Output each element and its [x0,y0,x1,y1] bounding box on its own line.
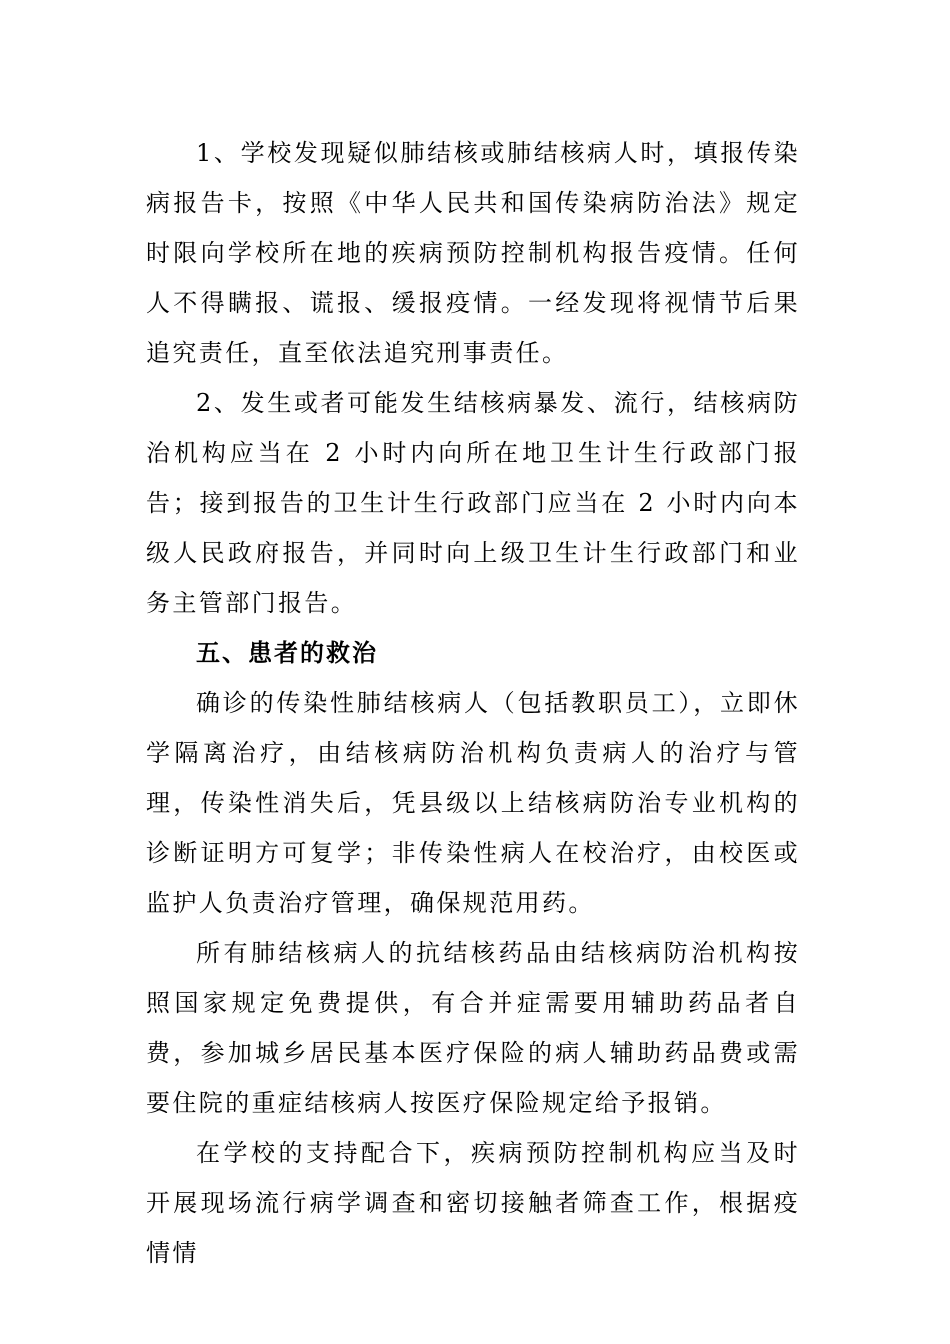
document-body [146,128,800,1278]
paragraph-report-procedure: 1、学校发现疑似肺结核或肺结核病人时，填报传染病报告卡，按照《中华人民共和国传染病防治法》规定时限向学校所在地的疾病预防控制机构报告疫情。任何人不得瞒报、谎报、缓报疫情。一经发现将视情节后果追究责任，直至依法追究刑事责任。 [146,139,800,367]
paragraph-confirmed-patients: 确诊的传染性肺结核病人（包括教职员工），立即休学隔离治疗，由结核病防治机构负责病人的治疗与管理，传染性消失后，凭县级以上结核病防治专业机构的诊断证明方可复学；非传染性病人在校治疗，由校医或监护人负责治疗管理，确保规范用药。 [146,689,800,917]
paragraph-field-investigation: 在学校的支持配合下，疾病预防控制机构应当及时开展现场流行病学调查和密切接触者筛查工作，根据疫情情 [146,1139,800,1267]
section-heading-patient-treatment: 五、患者的救治 [196,639,378,667]
paragraph-outbreak-report: 2、发生或者可能发生结核病暴发、流行，结核病防治机构应当在 2 小时内向所在地卫生计生行政部门报告；接到报告的卫生计生行政部门应当在 2 小时内向本级人民政府报告，并同时向上级卫生计生行政部门和业务主管部门报告。 [146,389,800,617]
paragraph-free-medication: 所有肺结核病人的抗结核药品由结核病防治机构按照国家规定免费提供，有合并症需要用辅助药品者自费，参加城乡居民基本医疗保险的病人辅助药品费或需要住院的重症结核病人按医疗保险规定给予报销。 [146,939,800,1117]
